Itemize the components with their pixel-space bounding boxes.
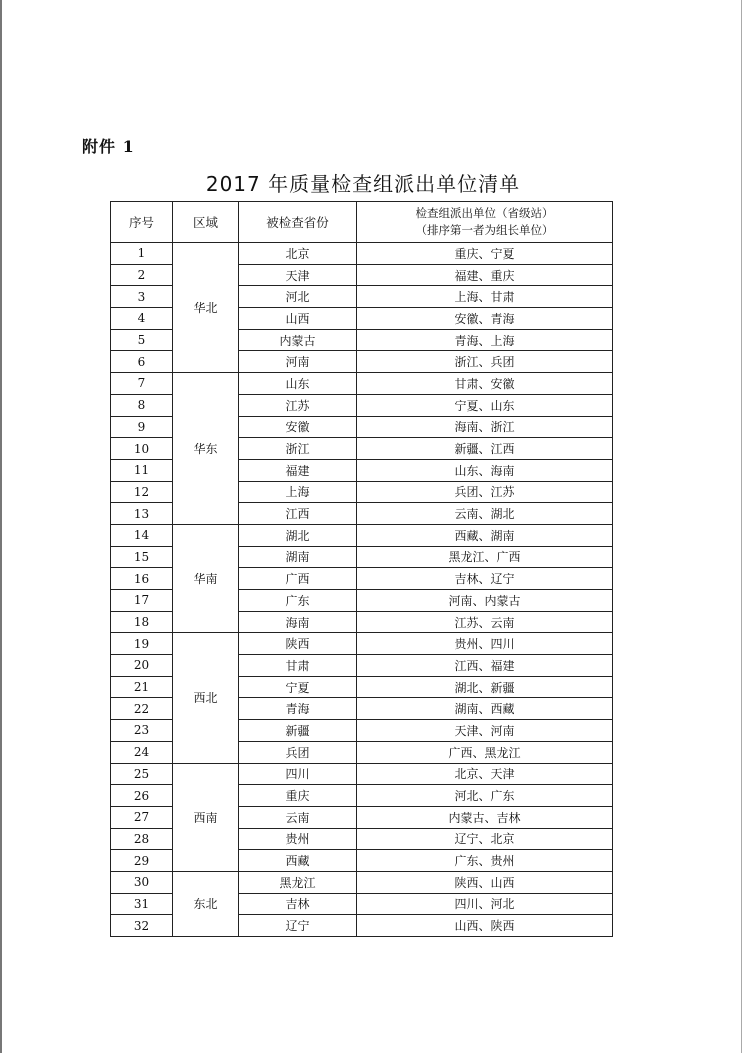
cell-province: 四川 — [239, 763, 357, 785]
header-region: 区域 — [173, 202, 239, 243]
table-body — [111, 243, 613, 937]
cell-units: 湖北、新疆 — [357, 676, 613, 698]
cell-seq: 25 — [111, 763, 173, 785]
cell-province: 福建 — [239, 459, 357, 481]
cell-units: 新疆、江西 — [357, 438, 613, 460]
cell-seq: 7 — [111, 373, 173, 395]
scan-right-edge — [741, 0, 742, 1053]
cell-units: 安徽、青海 — [357, 308, 613, 330]
cell-units: 湖南、西藏 — [357, 698, 613, 720]
cell-units: 宁夏、山东 — [357, 394, 613, 416]
cell-province: 吉林 — [239, 893, 357, 915]
cell-units: 辽宁、北京 — [357, 828, 613, 850]
header-units — [357, 202, 613, 243]
cell-units: 海南、浙江 — [357, 416, 613, 438]
cell-units: 青海、上海 — [357, 329, 613, 351]
cell-units: 江西、福建 — [357, 655, 613, 677]
header-seq: 序号 — [111, 202, 173, 243]
cell-region: 西北 — [173, 633, 239, 763]
cell-region: 华北 — [173, 243, 239, 373]
cell-province: 江苏 — [239, 394, 357, 416]
cell-region: 东北 — [173, 871, 239, 936]
cell-province: 西藏 — [239, 850, 357, 872]
cell-province: 云南 — [239, 806, 357, 828]
cell-province: 辽宁 — [239, 915, 357, 937]
table-row — [111, 243, 613, 265]
cell-seq: 19 — [111, 633, 173, 655]
cell-units: 江苏、云南 — [357, 611, 613, 633]
cell-region: 华南 — [173, 524, 239, 632]
cell-province: 江西 — [239, 503, 357, 525]
cell-seq: 2 — [111, 264, 173, 286]
cell-province: 湖南 — [239, 546, 357, 568]
cell-units: 黑龙江、广西 — [357, 546, 613, 568]
cell-seq: 28 — [111, 828, 173, 850]
cell-province: 浙江 — [239, 438, 357, 460]
cell-province: 上海 — [239, 481, 357, 503]
cell-province: 湖北 — [239, 524, 357, 546]
cell-province: 黑龙江 — [239, 871, 357, 893]
cell-units: 山西、陕西 — [357, 915, 613, 937]
cell-units: 天津、河南 — [357, 720, 613, 742]
cell-units: 河南、内蒙古 — [357, 590, 613, 612]
cell-province: 广西 — [239, 568, 357, 590]
table-row — [111, 524, 613, 546]
cell-seq: 20 — [111, 655, 173, 677]
cell-units: 上海、甘肃 — [357, 286, 613, 308]
cell-units: 内蒙古、吉林 — [357, 806, 613, 828]
cell-seq: 24 — [111, 741, 173, 763]
cell-province: 青海 — [239, 698, 357, 720]
cell-seq: 10 — [111, 438, 173, 460]
cell-province: 新疆 — [239, 720, 357, 742]
cell-units: 福建、重庆 — [357, 264, 613, 286]
table-row — [111, 871, 613, 893]
cell-province: 贵州 — [239, 828, 357, 850]
table-row — [111, 633, 613, 655]
cell-seq: 23 — [111, 720, 173, 742]
cell-seq: 3 — [111, 286, 173, 308]
cell-units: 兵团、江苏 — [357, 481, 613, 503]
cell-seq: 14 — [111, 524, 173, 546]
cell-units: 广西、黑龙江 — [357, 741, 613, 763]
cell-seq: 29 — [111, 850, 173, 872]
header-units-line1: 检查组派出单位（省级站） — [415, 206, 554, 220]
cell-province: 安徽 — [239, 416, 357, 438]
cell-seq: 6 — [111, 351, 173, 373]
cell-seq: 21 — [111, 676, 173, 698]
table-row — [111, 763, 613, 785]
cell-province: 兵团 — [239, 741, 357, 763]
attachment-label: 附件 1 — [82, 137, 135, 156]
cell-seq: 13 — [111, 503, 173, 525]
cell-province: 甘肃 — [239, 655, 357, 677]
cell-province: 广东 — [239, 590, 357, 612]
cell-seq: 27 — [111, 806, 173, 828]
header-units-line2: （排序第一者为组长单位） — [415, 223, 554, 237]
cell-seq: 9 — [111, 416, 173, 438]
cell-seq: 26 — [111, 785, 173, 807]
cell-units: 陕西、山西 — [357, 871, 613, 893]
table-container — [110, 201, 613, 937]
cell-units: 河北、广东 — [357, 785, 613, 807]
cell-units: 吉林、辽宁 — [357, 568, 613, 590]
scan-left-edge — [0, 0, 2, 1053]
cell-units: 四川、河北 — [357, 893, 613, 915]
cell-seq: 11 — [111, 459, 173, 481]
cell-seq: 15 — [111, 546, 173, 568]
header-province: 被检查省份 — [239, 202, 357, 243]
cell-seq: 12 — [111, 481, 173, 503]
cell-seq: 4 — [111, 308, 173, 330]
inspection-units-table — [110, 201, 613, 937]
cell-units: 云南、湖北 — [357, 503, 613, 525]
cell-province: 内蒙古 — [239, 329, 357, 351]
cell-seq: 32 — [111, 915, 173, 937]
cell-seq: 1 — [111, 243, 173, 265]
cell-region: 西南 — [173, 763, 239, 871]
cell-seq: 16 — [111, 568, 173, 590]
cell-province: 宁夏 — [239, 676, 357, 698]
table-header-row — [111, 202, 613, 243]
cell-seq: 30 — [111, 871, 173, 893]
cell-units: 山东、海南 — [357, 459, 613, 481]
cell-seq: 5 — [111, 329, 173, 351]
cell-units: 广东、贵州 — [357, 850, 613, 872]
cell-province: 陕西 — [239, 633, 357, 655]
cell-units: 浙江、兵团 — [357, 351, 613, 373]
cell-province: 海南 — [239, 611, 357, 633]
cell-province: 山西 — [239, 308, 357, 330]
cell-units: 甘肃、安徽 — [357, 373, 613, 395]
cell-province: 天津 — [239, 264, 357, 286]
cell-units: 西藏、湖南 — [357, 524, 613, 546]
cell-province: 河北 — [239, 286, 357, 308]
cell-province: 重庆 — [239, 785, 357, 807]
cell-units: 贵州、四川 — [357, 633, 613, 655]
cell-seq: 8 — [111, 394, 173, 416]
document-title: 2017 年质量检查组派出单位清单 — [205, 172, 521, 196]
cell-units: 北京、天津 — [357, 763, 613, 785]
cell-seq: 17 — [111, 590, 173, 612]
cell-region: 华东 — [173, 373, 239, 525]
cell-seq: 22 — [111, 698, 173, 720]
cell-province: 河南 — [239, 351, 357, 373]
cell-units: 重庆、宁夏 — [357, 243, 613, 265]
cell-province: 北京 — [239, 243, 357, 265]
cell-seq: 31 — [111, 893, 173, 915]
table-row — [111, 373, 613, 395]
cell-province: 山东 — [239, 373, 357, 395]
cell-seq: 18 — [111, 611, 173, 633]
